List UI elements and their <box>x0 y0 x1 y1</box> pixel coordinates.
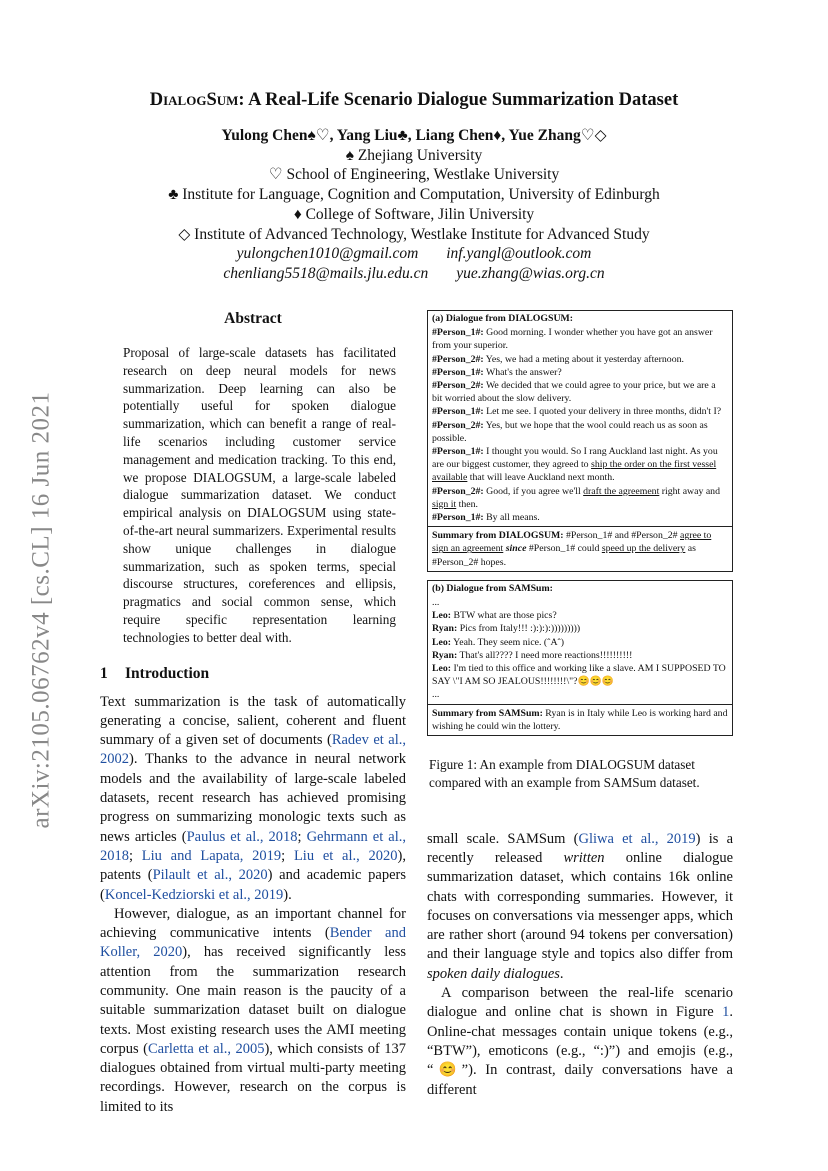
introduction-body <box>100 693 406 1118</box>
section-number: 1 <box>100 664 108 682</box>
text-run: . Online-chat messages contain unique tokens (e.g., “BTW”), emoticons (e.g., “:)”) and emojis (e.g., “😊”). In contrast, daily conversations have a different <box>427 1004 733 1098</box>
speaker: #Person_2#: <box>432 485 484 497</box>
text-run: . <box>559 965 564 982</box>
utterance: Good morning. I wonder whether you have got an answer from your superior. <box>432 327 713 352</box>
summary-text: #Person_1# could <box>526 543 602 555</box>
dialogue-line <box>432 445 728 485</box>
speaker: Leo: <box>432 610 452 622</box>
title-rest: : A Real-Life Scenario Dialogue Summarization Dataset <box>238 90 679 110</box>
utterance: BTW what are those pics? <box>451 610 557 622</box>
utterance: right away and <box>659 485 720 497</box>
citation-link[interactable]: Liu and Lapata, 2019 <box>141 847 282 864</box>
utterance: I thought you would. So I rang Auckland last night. As you are our biggest customer, they agreed to <box>432 446 718 471</box>
text-run: small scale. SAMSum ( <box>427 830 579 847</box>
samsum-example-box <box>427 580 733 736</box>
citation-link[interactable]: Carletta et al., 2005 <box>147 1040 265 1057</box>
ellipsis: ... <box>432 689 440 701</box>
summary-label: Summary from DIALOGSUM: <box>432 530 564 542</box>
figure-caption: Figure 1: An example from DIALOGSUM dataset compared with an example from SAMSum dataset. <box>429 757 700 790</box>
dialogue-line <box>432 622 728 635</box>
dialogsum-example-box <box>427 310 733 572</box>
text-run: However, dialogue, as an important channel for achieving communicative intents ( <box>100 905 406 942</box>
dialogue-line <box>432 379 728 405</box>
speaker: #Person_1#: <box>432 446 484 458</box>
citation-link[interactable]: Gehrmann et al., 2018 <box>100 828 406 864</box>
email: inf.yangl@outlook.com <box>446 245 592 263</box>
dialogue-line <box>432 649 728 662</box>
summary-text: #Person_1# and #Person_2# <box>563 530 680 542</box>
abstract-text: Proposal of large-scale datasets has facilitated research on deep neural models for news summarization. Deep learning can also be potentially useful for spoken dialogue summarization, which can benefit a range of real-life scenarios including customer service management and medication tracking. To this end, we propose DIALOGSUM, a large-scale labeled dialogue summarization dataset. We conduct empirical analysis on DIALOGSUM using state-of-the-art neural summarizers. Experimental results show unique challenges in dialogue summarization, such as spoken terms, special discourse structures, coreferences and ellipsis, pragmatics and social common sense, which require specific representation learning technologies to better deal with. <box>123 345 396 645</box>
author-list: Yulong Chen♠♡, Yang Liu♣, Liang Chen♦, Yue Zhang♡◇ <box>221 127 607 144</box>
text-run: ) and academic papers ( <box>100 867 406 903</box>
speaker: #Person_2#: <box>432 380 484 392</box>
italic-term: written <box>563 849 605 866</box>
figure-reference-link[interactable]: 1 <box>722 1004 730 1021</box>
citation-link[interactable]: Radev et al., 2002 <box>100 732 406 768</box>
italic-term: spoken daily dialogues <box>427 965 560 982</box>
summary-label: Summary from SAMSum: <box>432 707 543 719</box>
right-column-body <box>427 830 733 1100</box>
speaker: #Person_2#: <box>432 419 484 431</box>
title-dataset-name: DialogSum <box>149 90 239 110</box>
dialogue-line <box>432 366 728 379</box>
text-run: ), which consists of 137 dialogues obtained from virtual multi-party meeting recordings. However, research on the corpus is limited to its <box>100 1040 406 1115</box>
utterance: Let me see. I quoted your delivery in three months, didn't I? <box>483 406 722 418</box>
emphasized-word: since <box>505 543 527 555</box>
box-heading: (b) Dialogue from SAMSum: <box>432 582 553 594</box>
paragraph <box>427 984 733 1100</box>
email: yue.zhang@wias.org.cn <box>456 264 605 282</box>
email: chenliang5518@mails.jlu.edu.cn <box>223 264 429 282</box>
section-heading-introduction <box>100 665 406 683</box>
arxiv-identifier <box>12 360 72 860</box>
summary-text: Ryan is in Italy while Leo is working hard and wishing he could win the lottery. <box>432 707 728 732</box>
speaker: Leo: <box>432 663 452 675</box>
utterance: Yeah. They seem nice. (ˆAˆ) <box>451 636 565 648</box>
dialogue-line <box>432 326 728 352</box>
citation-link[interactable]: Koncel-Kedziorski et al., 2019 <box>104 886 284 903</box>
speaker: Ryan: <box>432 649 458 661</box>
text-run: ) is a recently released <box>427 830 733 866</box>
dialogue-line <box>432 405 728 418</box>
affiliation: ◇ Institute of Advanced Technology, Westlake Institute for Advanced Study <box>178 225 650 243</box>
underlined-phrase: sign it <box>432 498 457 510</box>
text-run: ; <box>281 847 294 864</box>
dialogue-line <box>432 353 728 366</box>
citation-link[interactable]: Pilault et al., 2020 <box>152 867 268 884</box>
citation-link[interactable]: Bender and Koller, 2020 <box>100 925 406 961</box>
utterance: Good, if you agree we'll <box>483 485 584 497</box>
citation-link[interactable]: Liu et al., 2020 <box>293 847 398 864</box>
speaker: #Person_1#: <box>432 366 484 378</box>
arxiv-identifier-text: arXiv:2105.06762v4 [cs.CL] 16 Jun 2021 <box>28 391 55 829</box>
dialogue-line <box>432 419 728 445</box>
speaker: #Person_1#: <box>432 406 484 418</box>
text-run: ; <box>297 828 307 845</box>
underlined-phrase: agree to sign an agreement <box>432 530 712 555</box>
paper-title <box>0 90 828 111</box>
dialogue-line <box>432 485 728 511</box>
dialogue-lines <box>428 596 732 704</box>
right-column <box>427 310 733 1100</box>
dialogue-line <box>432 636 728 649</box>
speaker: Ryan: <box>432 623 458 635</box>
paragraph <box>427 830 733 984</box>
utterance: Yes, we had a meting about it yesterday afternoon. <box>483 353 684 365</box>
email: yulongchen1010@gmail.com <box>236 245 419 263</box>
affiliation: ♣ Institute for Language, Cognition and Computation, University of Edinburgh <box>168 186 660 204</box>
speaker: #Person_1#: <box>432 327 484 339</box>
text-run: A comparison between the real-life scenario dialogue and online chat is shown in Figure <box>427 985 733 1021</box>
text-run: ). Thanks to the advance in neural network models and the availability of large-scale labeled datasets, recent research has achieved promising progress on summarizing monologic texts such as news articles ( <box>100 751 406 845</box>
text-run: ). <box>283 886 292 903</box>
utterance: then. <box>456 498 478 510</box>
speaker: #Person_2#: <box>432 353 484 365</box>
citation-link[interactable]: Gliwa et al., 2019 <box>578 830 696 847</box>
utterance: We decided that we could agree to your price, but we are a bit worried about the slow delivery. <box>432 380 716 405</box>
paragraph <box>100 905 406 1117</box>
speaker: #Person_1#: <box>432 512 484 524</box>
paragraph <box>100 693 406 905</box>
text-run: ; <box>129 847 142 864</box>
utterance: By all means. <box>483 512 540 524</box>
affiliation: ♠ Zhejiang University <box>345 146 483 164</box>
samsum-summary <box>428 704 732 735</box>
utterance: That's all???? I need more reactions!!!!!!!!!! <box>457 649 633 661</box>
dialogue-line <box>432 511 728 524</box>
utterance: Yes, but we hope that the wool could reach us as soon as possible. <box>432 419 708 444</box>
section-title: Introduction <box>125 664 210 682</box>
utterance: What's the answer? <box>483 366 562 378</box>
text-run: ), patents ( <box>100 847 406 884</box>
text-run: ), has received significantly less attention from the summarization research community. One main reason is the paucity of a suitable summarization dataset built on dialogue texts. Most existing research uses the AMI meeting corpus ( <box>100 944 406 1057</box>
abstract-heading: Abstract <box>224 310 282 327</box>
dialogsum-summary <box>428 526 732 571</box>
underlined-phrase: draft the agreement <box>583 485 660 497</box>
underlined-phrase: speed up the delivery <box>601 543 686 555</box>
dialogue-line <box>432 609 728 622</box>
box-heading: (a) Dialogue from DIALOGSUM: <box>432 313 574 324</box>
utterance: Pics from Italy!!! :):):):))))))))) <box>457 623 581 635</box>
ellipsis: ... <box>432 597 440 609</box>
text-run: online dialogue summarization dataset, which contains 16k online chats with corresponding summaries. However, it focuses on conversations via messenger apps, which are rather short (around 94 tokens per conversation) and their language style and topics also differ from <box>427 849 734 963</box>
affiliation: ♦ College of Software, Jilin University <box>293 205 535 223</box>
dialogue-line <box>432 662 728 688</box>
speaker: Leo: <box>432 636 452 648</box>
dialogue-lines <box>428 326 732 526</box>
utterance: that will leave Auckland next month. <box>467 472 615 484</box>
left-column <box>100 310 406 1117</box>
utterance: I'm tied to this office and working like a slave. AM I SUPPOSED TO SAY \"I AM SO JEALOUS!!!!!!!!\"?😊😊😊 <box>432 663 726 688</box>
underlined-phrase: ship the order on the first vessel available <box>432 459 717 484</box>
author-block <box>0 126 828 284</box>
affiliation: ♡ School of Engineering, Westlake University <box>268 166 560 184</box>
email-row <box>0 244 828 264</box>
text-run: Text summarization is the task of automatically generating a concise, salient, coherent and fluent summary of a given set of documents ( <box>100 693 406 749</box>
summary-text: as #Person_2# hopes. <box>432 543 696 568</box>
email-row <box>0 264 828 284</box>
citation-link[interactable]: Paulus et al., 2018 <box>186 828 298 845</box>
